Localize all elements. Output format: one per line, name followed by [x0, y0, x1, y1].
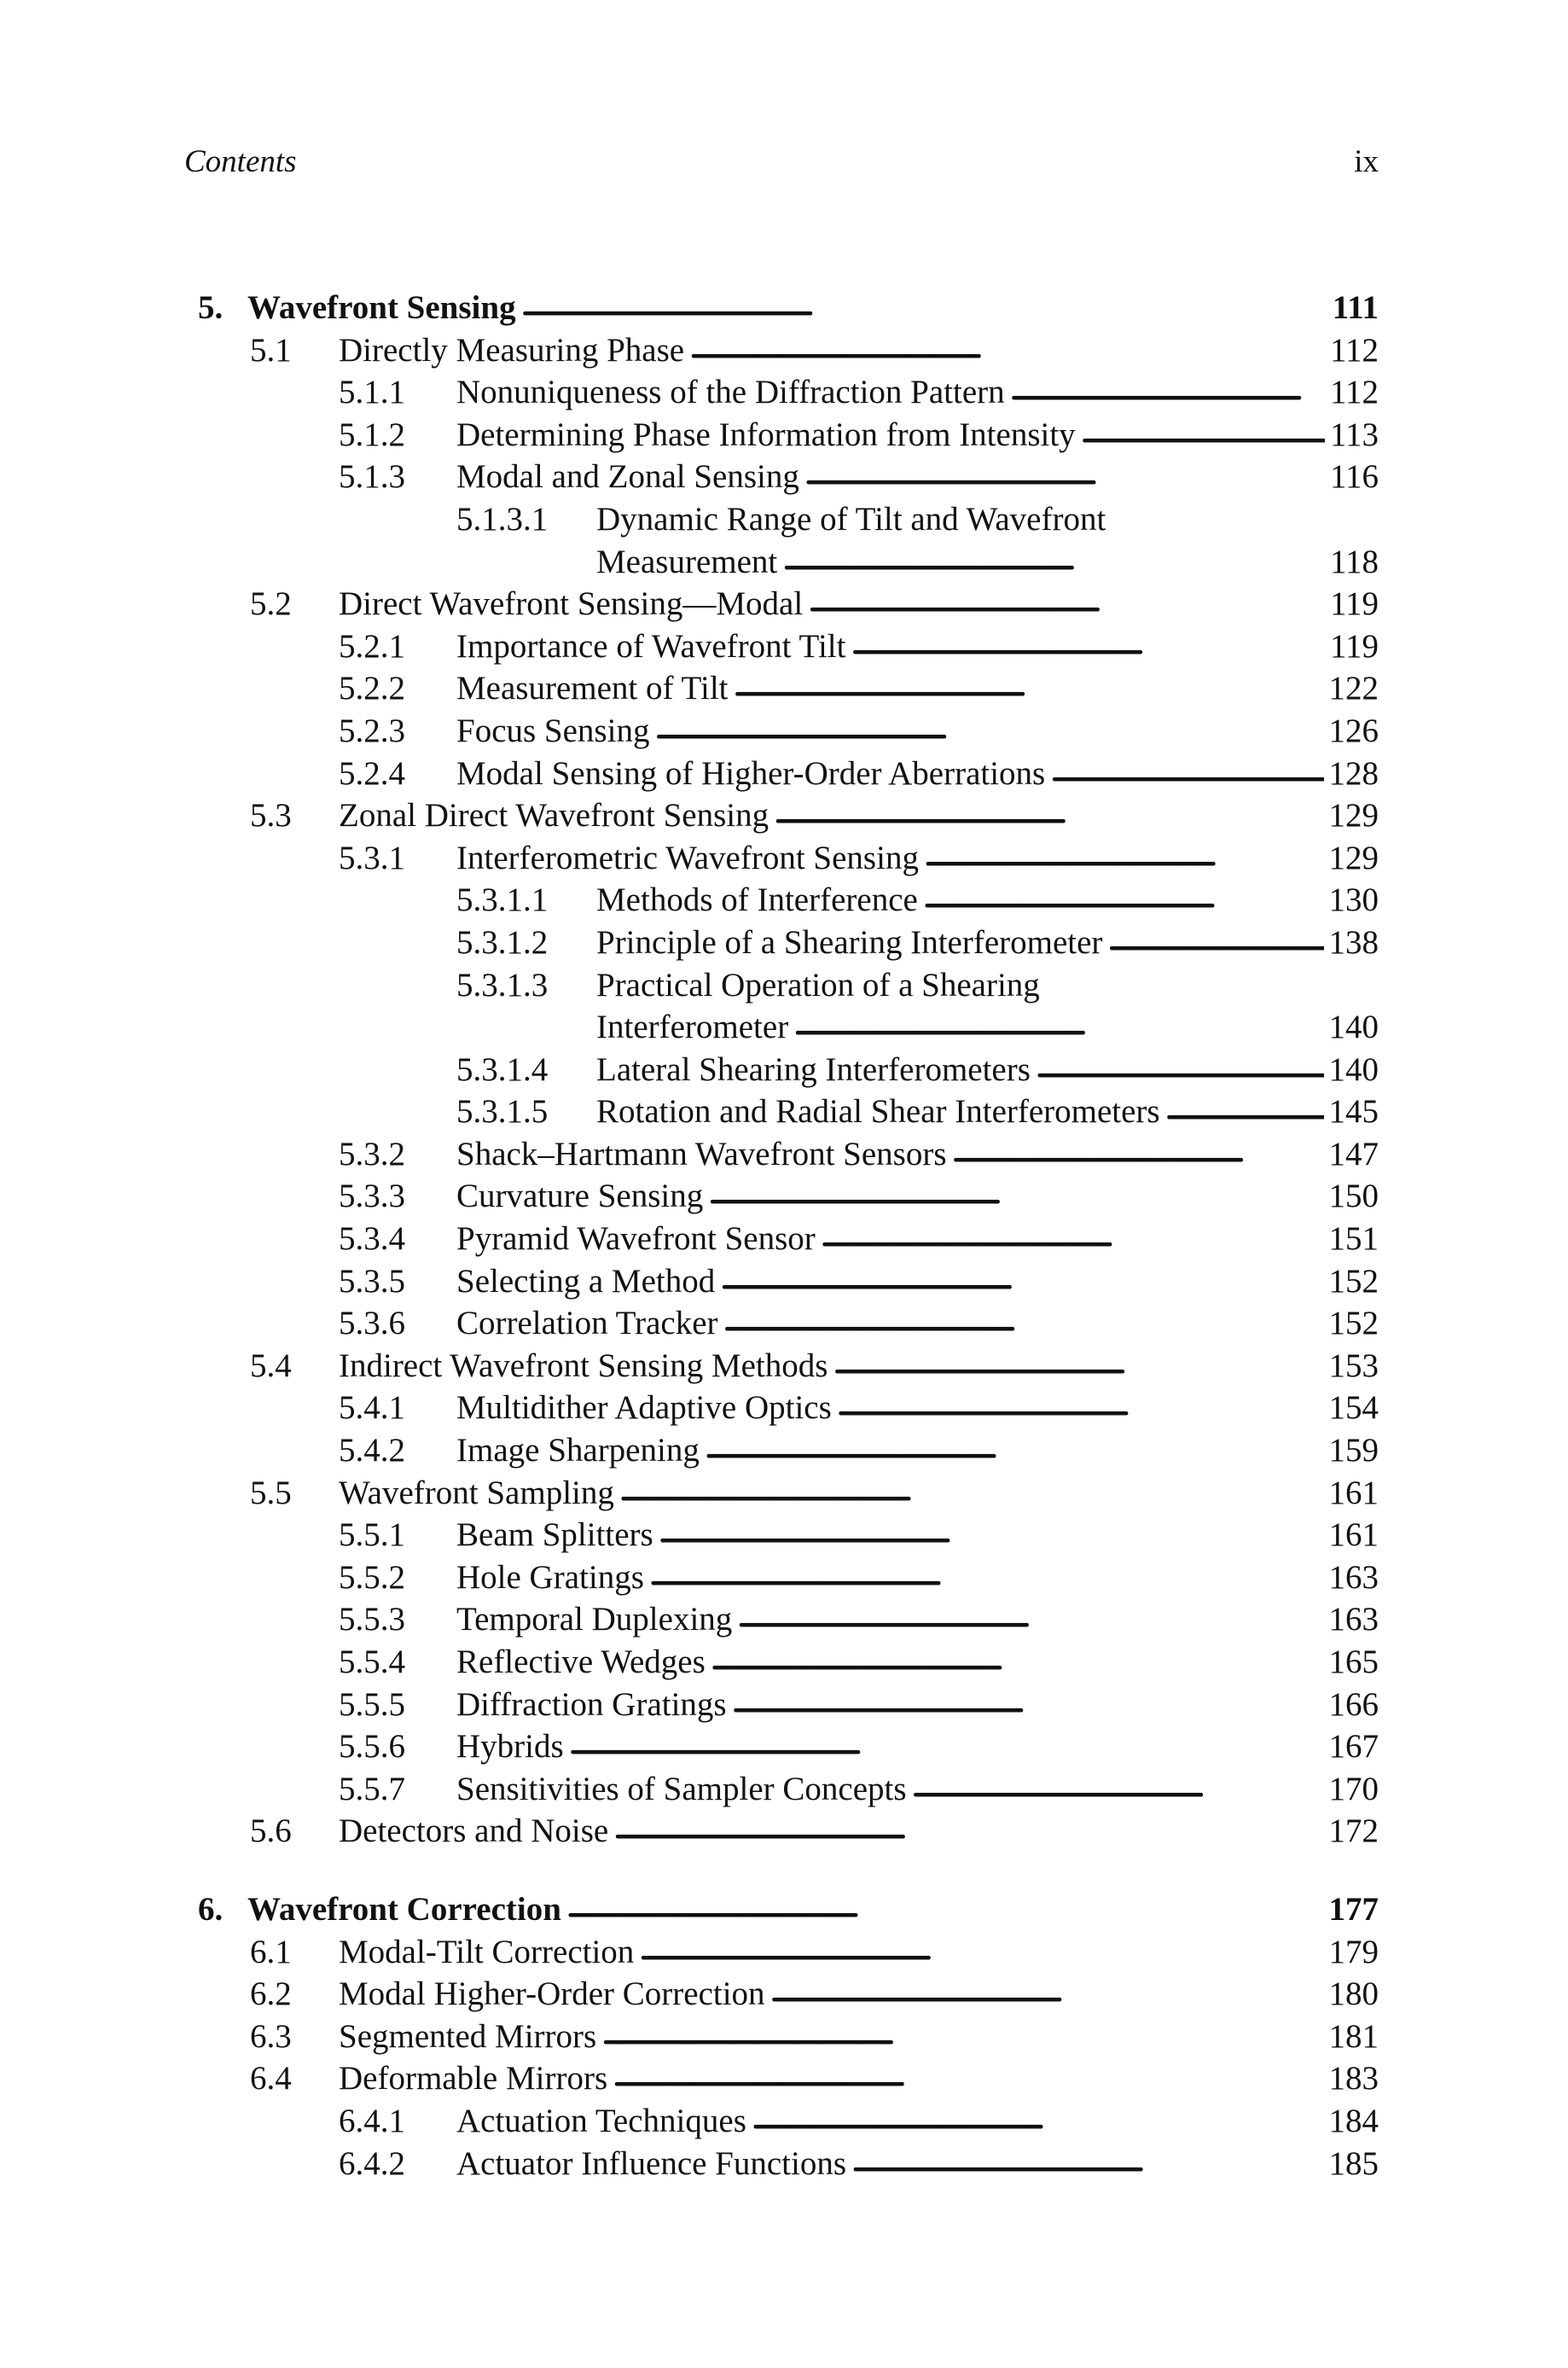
toc-entry-number: 5.2.2 — [339, 670, 405, 707]
dot-leader — [1050, 749, 1323, 792]
toc-entry-page: 122 — [1328, 670, 1379, 707]
toc-entry-page: 140 — [1328, 1009, 1379, 1046]
toc-entry-page: 154 — [1328, 1389, 1379, 1427]
toc-entry-number: 5.5.7 — [339, 1770, 405, 1807]
dot-leader — [659, 1510, 1324, 1553]
toc-entry-number: 5.3.1.3 — [456, 966, 549, 1004]
toc-entry-title: Interferometric Wavefront Sensing — [456, 839, 919, 876]
toc-entry-number: 5.3.1.5 — [456, 1093, 549, 1131]
toc-entry-title: Direct Wavefront Sensing—Modal — [339, 585, 804, 623]
toc-entry[interactable] — [198, 1006, 1379, 1049]
dot-leader — [1107, 918, 1323, 961]
toc-entry[interactable] — [198, 1429, 1379, 1472]
dot-leader — [639, 1928, 1323, 1970]
toc-entry[interactable] — [198, 1091, 1379, 1133]
toc-entry-title: Importance of Wavefront Tilt — [456, 627, 846, 665]
toc-entry[interactable] — [198, 1931, 1379, 1974]
toc-entry-page: 129 — [1328, 839, 1379, 876]
toc-entry-page: 185 — [1328, 2144, 1379, 2182]
toc-entry-title: Shack–Hartmann Wavefront Sensors — [456, 1135, 947, 1172]
toc-entry-page: 111 — [1332, 289, 1379, 326]
dot-leader — [734, 664, 1324, 707]
dot-leader — [619, 1469, 1324, 1511]
toc-entry-number: 6.1 — [250, 1933, 292, 1970]
toc-entry-number: 6.4.1 — [339, 2102, 405, 2139]
toc-entry-title: Actuator Influence Functions — [456, 2144, 847, 2182]
toc-entry-title: Nonuniqueness of the Diffraction Pattern — [456, 374, 1005, 411]
toc-entry-title: Wavefront Sampling — [339, 1474, 614, 1511]
toc-entry[interactable] — [198, 1973, 1379, 2016]
toc-entry-title: Beam Splitters — [456, 1516, 653, 1554]
toc-entry-page: 161 — [1328, 1474, 1379, 1511]
toc-entry-title: Reflective Wedges — [456, 1644, 706, 1680]
toc-entry[interactable] — [198, 625, 1379, 668]
table-of-contents — [198, 287, 1379, 2185]
dot-leader — [782, 538, 1325, 580]
toc-entry-page: 165 — [1328, 1644, 1379, 1680]
running-header-section: Contents — [184, 144, 297, 179]
toc-entry-number: 6. — [198, 1890, 224, 1928]
toc-entry[interactable] — [198, 1725, 1379, 1768]
toc-entry-page: 170 — [1328, 1770, 1379, 1807]
toc-entry-title: Measurement — [596, 543, 778, 580]
toc-entry[interactable] — [198, 964, 1379, 1007]
toc-entry-number: 5.6 — [250, 1812, 292, 1850]
toc-entry[interactable] — [198, 794, 1379, 837]
toc-entry[interactable] — [198, 753, 1379, 795]
toc-entry-page: 129 — [1328, 797, 1379, 835]
toc-entry-title: Image Sharpening — [456, 1432, 700, 1469]
dot-leader — [1165, 1087, 1324, 1130]
dot-leader — [821, 1214, 1324, 1257]
toc-entry[interactable] — [198, 541, 1379, 584]
toc-entry[interactable] — [198, 667, 1379, 710]
toc-entry-number: 5.3.1.1 — [456, 881, 549, 919]
toc-entry-page: 166 — [1328, 1685, 1379, 1723]
toc-entry-title: Lateral Shearing Interferometers — [596, 1050, 1031, 1088]
toc-entry-title: Methods of Interference — [596, 881, 918, 919]
toc-entry-title: Directly Measuring Phase — [339, 331, 685, 369]
toc-entry-number: 5.3.1.4 — [456, 1050, 549, 1088]
toc-entry[interactable] — [198, 1049, 1379, 1091]
dot-leader — [851, 2139, 1323, 2182]
toc-entry-number: 5.5.2 — [339, 1558, 405, 1596]
dot-leader — [770, 1969, 1324, 2012]
dot-leader — [689, 326, 1325, 369]
toc-entry-number: 5. — [198, 289, 224, 326]
dot-leader — [924, 834, 1324, 876]
toc-entry-title: Hybrids — [456, 1728, 564, 1766]
toc-entry-number: 5.2.1 — [339, 627, 405, 665]
toc-entry-page: 113 — [1329, 416, 1379, 453]
toc-entry-title: Zonal Direct Wavefront Sensing — [339, 797, 769, 835]
toc-entry-number: 5.2 — [250, 585, 292, 623]
toc-chapter-entry[interactable] — [198, 1888, 1379, 1931]
toc-entry[interactable] — [198, 1768, 1379, 1811]
toc-entry-number: 6.2 — [250, 1975, 292, 2013]
toc-entry-page: 184 — [1328, 2102, 1379, 2139]
toc-entry-page: 147 — [1328, 1135, 1379, 1172]
toc-entry-number: 5.3.4 — [339, 1220, 405, 1258]
toc-entry-number: 5.3.1.2 — [456, 923, 549, 961]
toc-entry[interactable] — [198, 583, 1379, 625]
toc-entry-title: Temporal Duplexing — [456, 1601, 733, 1638]
toc-entry-number: 5.3.1 — [339, 839, 405, 876]
toc-entry[interactable] — [198, 1345, 1379, 1388]
toc-entry-title: Modal and Zonal Sensing — [456, 458, 799, 496]
toc-entry-title: Wavefront Correction — [247, 1890, 561, 1928]
toc-entry[interactable] — [198, 2143, 1379, 2185]
dot-leader — [912, 1765, 1324, 1807]
toc-entry-title: Diffraction Gratings — [456, 1685, 727, 1723]
toc-entry-page: 152 — [1328, 1262, 1379, 1300]
toc-entry[interactable] — [198, 2057, 1379, 2100]
dot-leader — [708, 1172, 1323, 1214]
toc-entry-number: 5.3.3 — [339, 1178, 405, 1215]
toc-entry-number: 5.1.1 — [339, 374, 405, 411]
toc-entry-number: 5.2.4 — [339, 754, 405, 792]
toc-entry-page: 151 — [1328, 1220, 1379, 1258]
toc-entry-number: 5.3.5 — [339, 1262, 405, 1300]
dot-leader — [1010, 368, 1325, 410]
dot-leader — [923, 876, 1324, 918]
toc-entry-page: 152 — [1328, 1305, 1379, 1342]
toc-entry-page: 138 — [1328, 923, 1379, 961]
toc-entry[interactable] — [198, 1598, 1379, 1641]
toc-entry-page: 119 — [1329, 627, 1379, 665]
dot-leader — [808, 579, 1325, 622]
toc-entry-title: Focus Sensing — [456, 712, 650, 749]
toc-entry-page: 112 — [1329, 331, 1379, 369]
toc-entry-page: 118 — [1329, 543, 1379, 580]
toc-entry-page: 140 — [1328, 1050, 1379, 1088]
dot-leader — [705, 1426, 1324, 1469]
dot-leader — [613, 2054, 1323, 2097]
dot-leader — [613, 1807, 1323, 1849]
toc-entry-number: 5.5.3 — [339, 1601, 405, 1638]
toc-entry[interactable] — [198, 879, 1379, 922]
toc-entry[interactable] — [198, 1641, 1379, 1684]
dot-leader — [654, 707, 1323, 749]
dot-leader — [837, 1383, 1324, 1426]
toc-entry-page: 180 — [1328, 1975, 1379, 2013]
toc-entry-title: Modal Sensing of Higher-Order Aberrations — [456, 754, 1046, 792]
toc-entry-title: Principle of a Shearing Interferometer — [596, 923, 1103, 961]
toc-entry-number: 6.4 — [250, 2060, 292, 2097]
toc-entry-title: Deformable Mirrors — [339, 2060, 608, 2097]
toc-entry-page: 161 — [1328, 1516, 1379, 1554]
toc-entry[interactable] — [198, 329, 1379, 372]
toc-entry-number: 5.1 — [250, 331, 292, 369]
toc-entry-title: Selecting a Method — [456, 1262, 716, 1300]
toc-entry-title: Multidither Adaptive Optics — [456, 1389, 832, 1427]
dot-leader — [851, 622, 1324, 665]
toc-entry[interactable] — [198, 710, 1379, 753]
toc-entry-page: 181 — [1328, 2017, 1379, 2055]
toc-entry-title: Correlation Tracker — [456, 1305, 718, 1342]
toc-entry-title: Determining Phase Information from Intensity — [456, 416, 1076, 453]
toc-entry-title: Curvature Sensing — [456, 1178, 704, 1215]
dot-leader — [566, 1885, 1324, 1928]
toc-entry[interactable] — [198, 371, 1379, 414]
toc-entry-page: 177 — [1328, 1890, 1379, 1928]
toc-entry-title: Detectors and Noise — [339, 1812, 609, 1850]
dot-leader — [649, 1553, 1324, 1596]
toc-entry-title: Modal-Tilt Correction — [339, 1933, 635, 1970]
dot-leader — [720, 1257, 1323, 1300]
dot-leader — [833, 1341, 1323, 1384]
toc-entry-title: Interferometer — [596, 1009, 789, 1046]
toc-entry-page: 119 — [1329, 585, 1379, 623]
toc-entry[interactable] — [198, 498, 1379, 541]
toc-entry-page: 126 — [1328, 712, 1379, 749]
toc-entry[interactable] — [198, 2100, 1379, 2143]
toc-entry[interactable] — [198, 1218, 1379, 1260]
page-number: ix — [1354, 144, 1379, 179]
toc-chapter-entry[interactable] — [198, 287, 1379, 329]
dot-leader — [521, 283, 1327, 326]
dot-leader — [711, 1638, 1324, 1680]
dot-leader — [601, 2012, 1323, 2055]
toc-entry[interactable] — [198, 1810, 1379, 1853]
toc-entry-page: 172 — [1328, 1812, 1379, 1850]
toc-entry-page: 116 — [1329, 458, 1379, 496]
toc-entry-number: 5.4 — [250, 1347, 292, 1384]
toc-entry-number: 5.1.3 — [339, 458, 405, 496]
toc-entry-page: 150 — [1328, 1178, 1379, 1215]
toc-entry-title: Actuation Techniques — [456, 2102, 746, 2139]
toc-entry-page: 159 — [1328, 1432, 1379, 1469]
toc-entry[interactable] — [198, 1684, 1379, 1726]
toc-entry-page: 163 — [1328, 1601, 1379, 1638]
dot-leader — [732, 1680, 1324, 1723]
toc-entry-page: 179 — [1328, 1933, 1379, 1970]
toc-entry[interactable] — [198, 456, 1379, 498]
toc-entry-number: 5.2.3 — [339, 712, 405, 749]
toc-entry-title: Modal Higher-Order Correction — [339, 1975, 765, 2013]
dot-leader — [793, 1003, 1323, 1045]
toc-entry[interactable] — [198, 922, 1379, 964]
toc-entry-number: 5.3 — [250, 797, 292, 835]
toc-entry-number: 5.5.4 — [339, 1644, 405, 1680]
toc-entry[interactable] — [198, 837, 1379, 880]
toc-entry-page: 153 — [1328, 1347, 1379, 1384]
dot-leader — [774, 791, 1323, 834]
toc-entry-page: 112 — [1329, 374, 1379, 411]
toc-entry-page: 163 — [1328, 1558, 1379, 1596]
dot-leader — [1036, 1045, 1324, 1088]
toc-entry-title: Practical Operation of a Shearing — [596, 966, 1040, 1004]
dot-leader — [569, 1722, 1324, 1765]
toc-entry-title: Wavefront Sensing — [247, 289, 516, 326]
toc-entry-number: 6.4.2 — [339, 2144, 405, 2182]
toc-entry[interactable] — [198, 1556, 1379, 1599]
toc-entry-number: 5.3.2 — [339, 1135, 405, 1172]
toc-entry[interactable] — [198, 1472, 1379, 1515]
toc-entry-title: Indirect Wavefront Sensing Methods — [339, 1347, 828, 1384]
toc-entry-title: Rotation and Radial Shear Interferometers — [596, 1093, 1160, 1131]
dot-leader — [737, 1595, 1323, 1638]
toc-entry[interactable] — [198, 1175, 1379, 1218]
toc-entry-page: 145 — [1328, 1093, 1379, 1131]
toc-entry-number: 6.3 — [250, 2017, 292, 2055]
dot-leader — [1081, 410, 1325, 453]
toc-entry-number: 5.1.2 — [339, 416, 405, 453]
toc-entry-title: Hole Gratings — [456, 1558, 644, 1596]
toc-entry-number: 5.3.6 — [339, 1305, 405, 1342]
toc-entry[interactable] — [198, 1387, 1379, 1429]
toc-entry[interactable] — [198, 1514, 1379, 1556]
toc-entry-number: 5.5.6 — [339, 1728, 405, 1766]
toc-entry[interactable] — [198, 1302, 1379, 1345]
toc-entry-number: 5.5 — [250, 1474, 292, 1511]
toc-entry[interactable] — [198, 1260, 1379, 1303]
toc-entry-page: 183 — [1328, 2060, 1379, 2097]
toc-entry-title: Measurement of Tilt — [456, 670, 729, 707]
toc-entry-title: Sensitivities of Sampler Concepts — [456, 1770, 907, 1807]
dot-leader — [804, 452, 1325, 495]
dot-leader — [723, 1299, 1324, 1341]
toc-entry[interactable] — [198, 2016, 1379, 2058]
toc-entry[interactable] — [198, 414, 1379, 457]
toc-entry-number: 5.1.3.1 — [456, 500, 549, 538]
toc-entry-title: Dynamic Range of Tilt and Wavefront — [596, 500, 1106, 538]
dot-leader — [752, 2097, 1324, 2139]
toc-entry-page: 128 — [1328, 754, 1379, 792]
toc-entry[interactable] — [198, 1133, 1379, 1176]
dot-leader — [952, 1130, 1324, 1172]
toc-entry-page: 130 — [1328, 881, 1379, 919]
toc-entry-number: 5.4.1 — [339, 1389, 405, 1427]
toc-entry-title: Pyramid Wavefront Sensor — [456, 1220, 816, 1258]
toc-entry-number: 5.4.2 — [339, 1432, 405, 1469]
toc-entry-page: 167 — [1328, 1728, 1379, 1766]
toc-entry-number: 5.5.1 — [339, 1516, 405, 1554]
toc-entry-title: Segmented Mirrors — [339, 2017, 597, 2055]
toc-entry-number: 5.5.5 — [339, 1685, 405, 1723]
